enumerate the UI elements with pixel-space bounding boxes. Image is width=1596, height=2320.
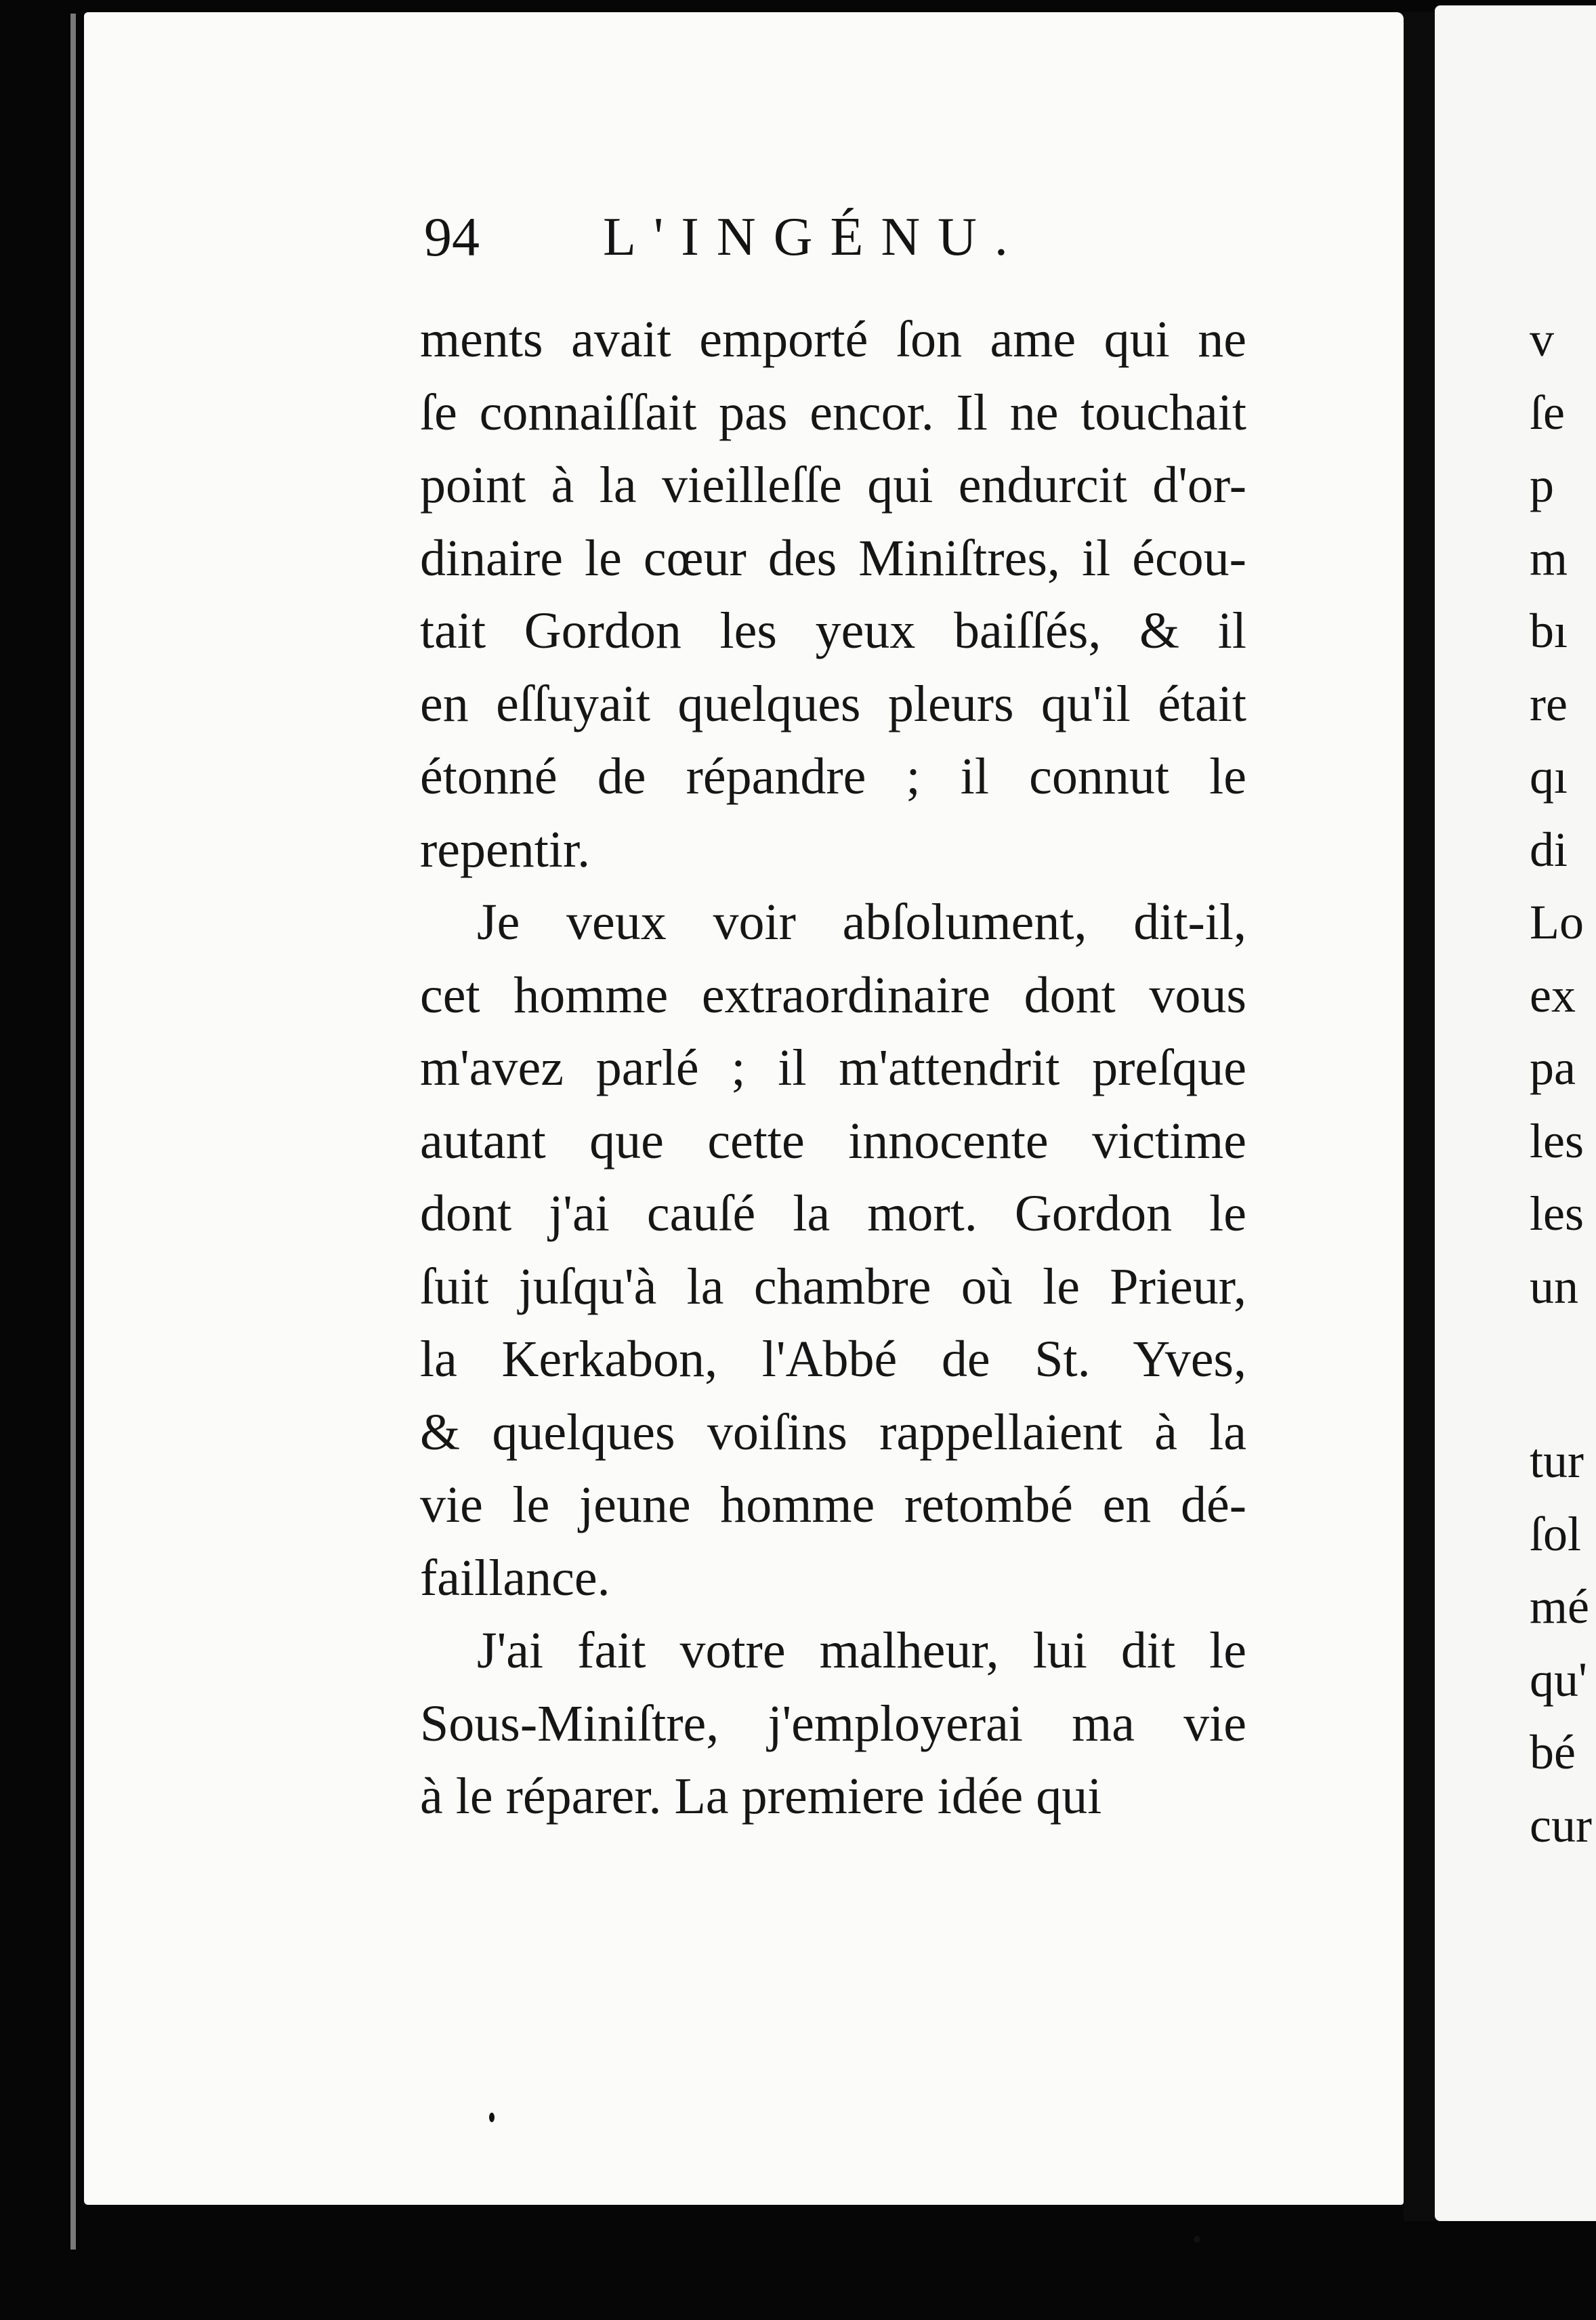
facing-page-fragment: p [1530,458,1554,512]
book-gutter [1404,12,1435,2221]
text-line: vie le jeune homme retombé en dé- [420,1476,1246,1533]
text-line: dont j'ai cauſé la mort. Gordon le [420,1185,1246,1242]
facing-page-fragment: re [1530,676,1568,731]
scan-speck [1194,2236,1200,2243]
running-title: L'INGÉNU. [603,207,1026,267]
text-line: repentir. [420,821,591,878]
text-line: à le réparer. La premiere idée qui [420,1768,1102,1825]
text-line: ments avait emporté ſon ame qui ne [420,311,1246,368]
facing-page-fragment: Lo [1530,895,1584,949]
paragraph [420,304,1246,886]
facing-page-fragment: un [1530,1259,1578,1314]
paragraph [420,886,1246,1615]
text-line: faillance. [420,1549,610,1607]
text-line: en eſſuyait quelques pleurs qu'il était [420,675,1246,732]
facing-page-fragment: les [1530,1186,1584,1241]
text-line: Sous-Miniſtre, j'employerai ma vie [420,1695,1246,1752]
text-line: étonné de répandre ; il connut le [420,748,1246,805]
facing-page-fragment: ſol [1530,1506,1582,1561]
facing-page-fragment: m [1530,531,1568,585]
facing-page-fragment: les [1530,1113,1584,1168]
text-line: m'avez parlé ; il m'attendrit preſque [420,1039,1246,1096]
text-line: la Kerkabon, l'Abbé de St. Yves, [420,1331,1246,1388]
facing-page-fragment: cur [1530,1798,1592,1852]
facing-page-fragment: mé [1530,1579,1589,1634]
facing-page-fragment: bı [1530,604,1568,658]
facing-page-text-fragments [1530,304,1596,1862]
text-line: dinaire le cœur des Miniſtres, il écou- [420,529,1246,587]
page-edge-artifact [70,14,76,2250]
facing-page-fragment: bé [1530,1725,1576,1779]
facing-page-fragment: v [1530,312,1554,367]
facing-page-fragment: tur [1530,1434,1584,1488]
facing-page-fragment: pa [1530,1041,1576,1095]
facing-page-fragment [1530,1323,1596,1425]
text-line: cet homme extraordinaire dont vous [420,966,1246,1024]
text-line: point à la vieilleſſe qui endurcit d'or- [420,457,1246,514]
text-line: Je veux voir abſolument, dit-il, [477,894,1246,951]
facing-page-fragment: qu' [1530,1652,1587,1707]
facing-page-fragment: di [1530,822,1568,877]
text-line: tait Gordon les yeux baiſſés, & il [420,602,1246,659]
paragraph [420,1615,1246,1834]
facing-page-fragment: qı [1530,749,1568,804]
text-line: autant que cette innocente victime [420,1112,1246,1169]
text-line: & quelques voiſins rappellaient à la [420,1403,1246,1461]
text-line: ſuit juſqu'à la chambre où le Prieur, [420,1258,1246,1315]
facing-page-fragment: ex [1530,968,1576,1022]
page-number: 94 [424,206,480,268]
text-line: ſe connaiſſait pas encor. Il ne touchait [420,384,1246,441]
facing-page-fragment: ſe [1530,385,1565,440]
text-line: J'ai fait votre malheur, lui dit le [477,1622,1246,1679]
scan-speck [489,2113,495,2122]
page-header [424,196,1142,285]
body-text [420,304,1246,1834]
